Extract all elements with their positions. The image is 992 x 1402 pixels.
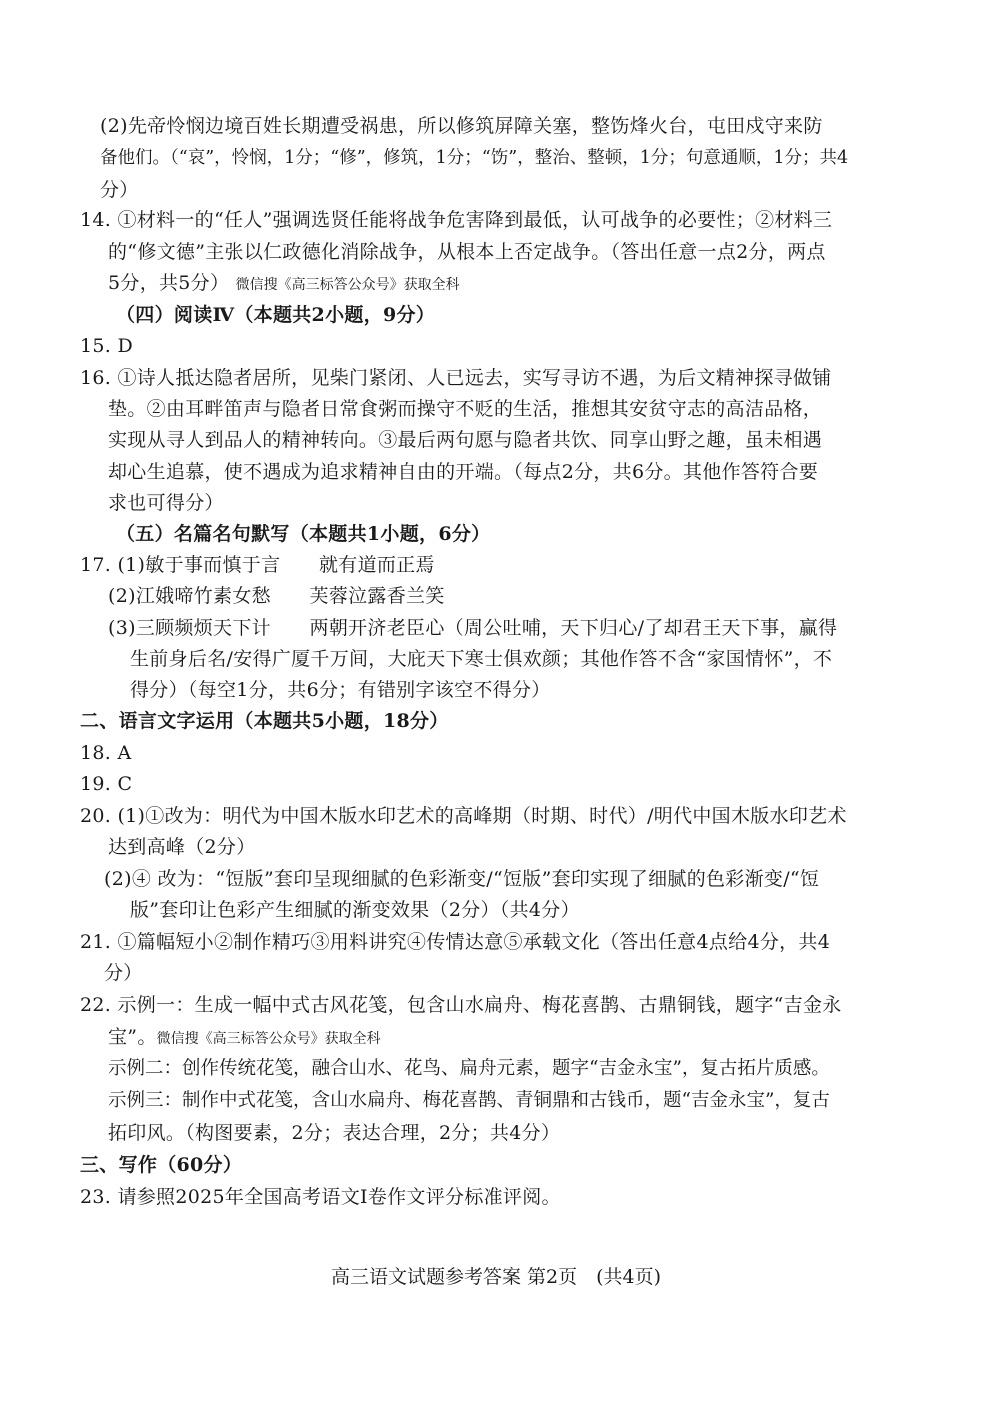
section-heading-language-use: 二、语言文字运用（本题共5小题，18分） (80, 710, 449, 732)
text-line: 示例二：创作传统花笺，融合山水、花鸟、扁舟元素，题字“吉金永宝”，复古拓片质感。 (108, 1058, 830, 1079)
section-heading-reading-4: （四）阅读Ⅳ（本题共2小题，9分） (116, 304, 436, 326)
watermark-text: 微信搜《高三标答公众号》获取全科 (156, 1031, 381, 1047)
text-line: 的“修文德”主张以仁政德化消除战争，从根本上否定战争。（答出任意一点2分，两点 (108, 241, 826, 263)
text-line: 达到高峰（2分） (108, 836, 256, 858)
question-21: 21. ①篇幅短小②制作精巧③用料讲究④传情达意⑤承载文化（答出任意4点给4分，共4 (80, 931, 831, 953)
text-line: (2)先帝怜悯边境百姓长期遭受祸患，所以修筑屏障关塞，整饬烽火台，屯田戍守来防 (100, 115, 823, 137)
section-heading-recitation: （五）名篇名句默写（本题共1小题，6分） (116, 523, 491, 545)
text-line: 备他们。（“哀”，怜悯，1分；“修”，修筑，1分；“饬”，整治、整顿，1分；句意通顺，1分；共4 (100, 148, 849, 168)
question-23: 23. 请参照2025年全国高考语文Ⅰ卷作文评分标准评阅。 (80, 1186, 561, 1208)
question-17: 17. (1)敏于事而慎于言 就有道而正焉 (80, 554, 435, 576)
question-16: 16. ①诗人抵达隐者居所，见柴门紧闭、人已远去，实写寻访不遇，为后文精神探寻做铺 (80, 367, 832, 389)
watermark-text: 微信搜《高三标答公众号》获取全科 (235, 277, 460, 293)
text-line: (3)三顾频烦天下计 两朝开济老臣心（周公吐哺，天下归心/了却君王天下事，赢得 (108, 617, 838, 639)
text-line: 生前身后名/安得广厦千万间，大庇天下寒士俱欢颜；其他作答不含“家国情怀”，不 (130, 648, 833, 670)
question-19: 19. C (80, 773, 133, 795)
text-line (108, 1025, 381, 1051)
question-15: 15. D (80, 335, 133, 357)
text-line: 却心生追慕，使不遇成为追求精神自由的开端。（每点2分，共6分。其他作答符合要 (108, 461, 819, 483)
text-line: 求也可得分） (108, 492, 224, 514)
text-line: 分） (104, 962, 143, 984)
text-line (108, 271, 460, 297)
text-line: 得分）（每空1分，共6分；有错别字该空不得分） (130, 679, 551, 701)
question-20: 20. (1)①改为：明代为中国木版水印艺术的高峰期（时期、时代）/明代中国木版水印艺术 (80, 805, 847, 827)
section-heading-writing: 三、写作（60分） (80, 1154, 243, 1176)
question-14: 14. ①材料一的“任人”强调选贤任能将战争危害降到最低，认可战争的必要性；②材料三 (80, 209, 833, 231)
text-line: 垫。②由耳畔笛声与隐者日常食粥而操守不贬的生活，推想其安贫守志的高洁品格， (108, 398, 823, 420)
question-22: 22. 示例一：生成一幅中式古风花笺，包含山水扁舟、梅花喜鹊、古鼎铜钱，题字“吉金永 (80, 994, 842, 1016)
question-18: 18. A (80, 742, 132, 764)
text-line: (2)④ 改为：“饾版”套印呈现细腻的色彩渐变/“饾版”套印实现了细腻的色彩渐变/“饾 (104, 868, 820, 890)
page-footer: 高三语文试题参考答案 第2页 (共4页) (330, 1266, 662, 1288)
text-line: (2)江娥啼竹素女愁 芙蓉泣露香兰笑 (108, 585, 445, 607)
text-span: 宝”。 (108, 1026, 157, 1048)
text-line: 版”套印让色彩产生细腻的渐变效果（2分）（共4分） (130, 899, 580, 921)
text-line: 实现从寻人到品人的精神转向。③最后两句愿与隐者共饮、同享山野之趣，虽未相遇 (108, 429, 823, 451)
text-span: 5分，共5分） (108, 272, 230, 294)
text-line: 拓印风。（构图要素，2分；表达合理，2分；共4分） (108, 1122, 561, 1144)
text-line: 分） (100, 179, 139, 201)
text-line: 示例三：制作中式花笺，含山水扁舟、梅花喜鹊、青铜鼎和古钱币，题“吉金永宝”，复古 (108, 1090, 830, 1111)
